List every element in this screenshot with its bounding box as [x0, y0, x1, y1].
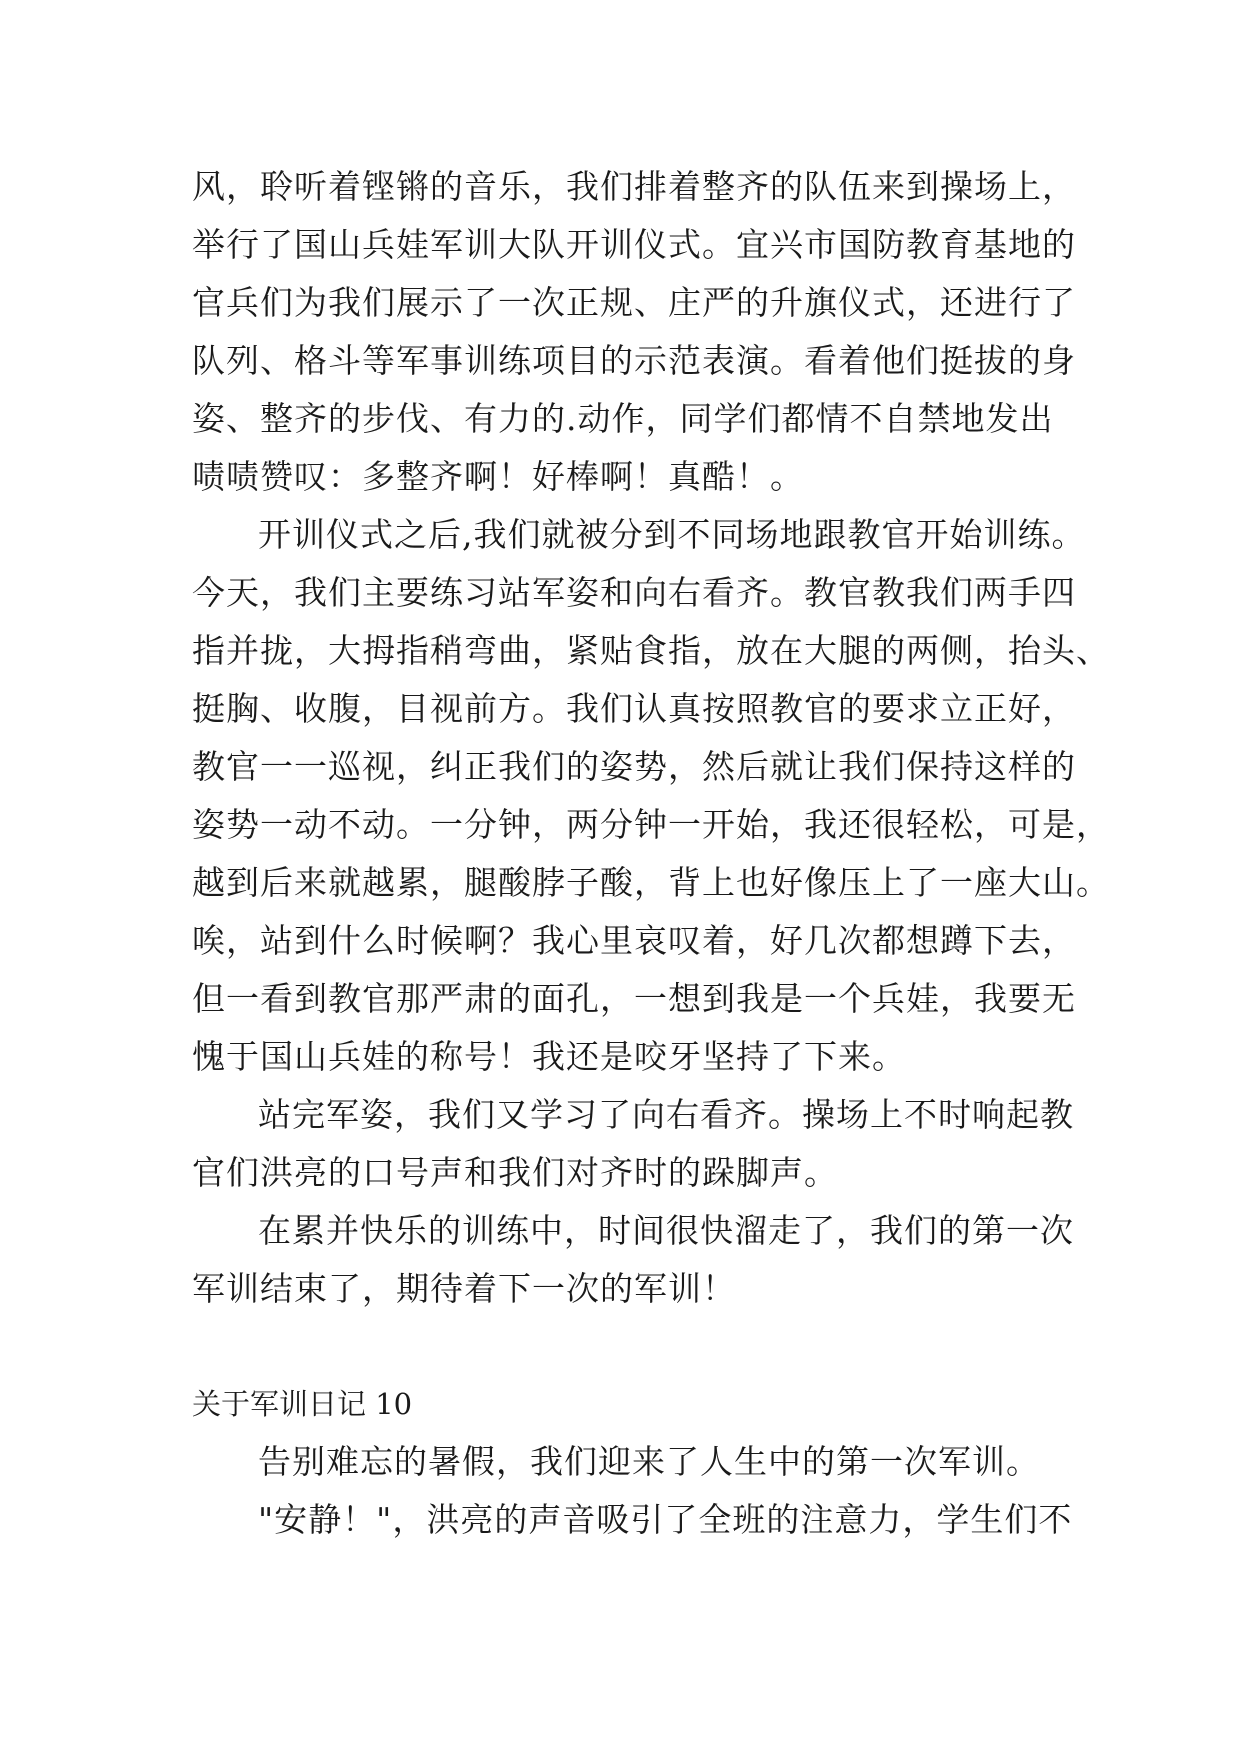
paragraph-2-line-2: 今天，我们主要练习站军姿和向右看齐。教官教我们两手四 — [192, 573, 1076, 612]
paragraph-3-line-1: 站完军姿，我们又学习了向右看齐。操场上不时响起教 — [258, 1095, 1074, 1134]
paragraph-1-line-6: 啧啧赞叹：多整齐啊！好棒啊！真酷！。 — [192, 457, 804, 496]
paragraph-2-line-1: 开训仪式之后,我们就被分到不同场地跟教官开始训练。 — [258, 515, 1086, 554]
paragraph-4-line-1: 在累并快乐的训练中，时间很快溜走了，我们的第一次 — [258, 1211, 1074, 1250]
paragraph-1-line-2: 举行了国山兵娃军训大队开训仪式。宜兴市国防教育基地的 — [192, 225, 1076, 264]
paragraph-3-line-2: 官们洪亮的口号声和我们对齐时的跺脚声。 — [192, 1153, 838, 1192]
paragraph-6-line-1: "安静！"，洪亮的声音吸引了全班的注意力，学生们不 — [258, 1500, 1073, 1539]
paragraph-2-line-5: 教官一一巡视，纠正我们的姿势，然后就让我们保持这样的 — [192, 747, 1076, 786]
paragraph-2-line-3: 指并拢，大拇指稍弯曲，紧贴食指，放在大腿的两侧，抬头、 — [192, 631, 1110, 670]
paragraph-2-line-4: 挺胸、收腹，目视前方。我们认真按照教官的要求立正好， — [192, 689, 1076, 728]
paragraph-2-line-9: 但一看到教官那严肃的面孔，一想到我是一个兵娃，我要无 — [192, 979, 1076, 1018]
paragraph-4-line-2: 军训结束了，期待着下一次的军训！ — [192, 1269, 736, 1308]
paragraph-1-line-5: 姿、整齐的步伐、有力的.动作，同学们都情不自禁地发出 — [192, 399, 1054, 438]
paragraph-2-line-7: 越到后来就越累，腿酸脖子酸，背上也好像压上了一座大山。 — [192, 863, 1110, 902]
paragraph-1-line-4: 队列、格斗等军事训练项目的示范表演。看着他们挺拔的身 — [192, 341, 1076, 380]
paragraph-1-line-1: 风，聆听着铿锵的音乐，我们排着整齐的队伍来到操场上， — [192, 167, 1076, 206]
paragraph-2-line-6: 姿势一动不动。一分钟，两分钟一开始，我还很轻松，可是， — [192, 805, 1110, 844]
paragraph-5-line-1: 告别难忘的暑假，我们迎来了人生中的第一次军训。 — [258, 1442, 1040, 1481]
paragraph-2-line-8: 唉，站到什么时候啊？我心里哀叹着，好几次都想蹲下去， — [192, 921, 1076, 960]
section-heading: 关于军训日记 10 — [192, 1387, 413, 1421]
paragraph-1-line-3: 官兵们为我们展示了一次正规、庄严的升旗仪式，还进行了 — [192, 283, 1076, 322]
paragraph-2-line-10: 愧于国山兵娃的称号！我还是咬牙坚持了下来。 — [192, 1037, 906, 1076]
